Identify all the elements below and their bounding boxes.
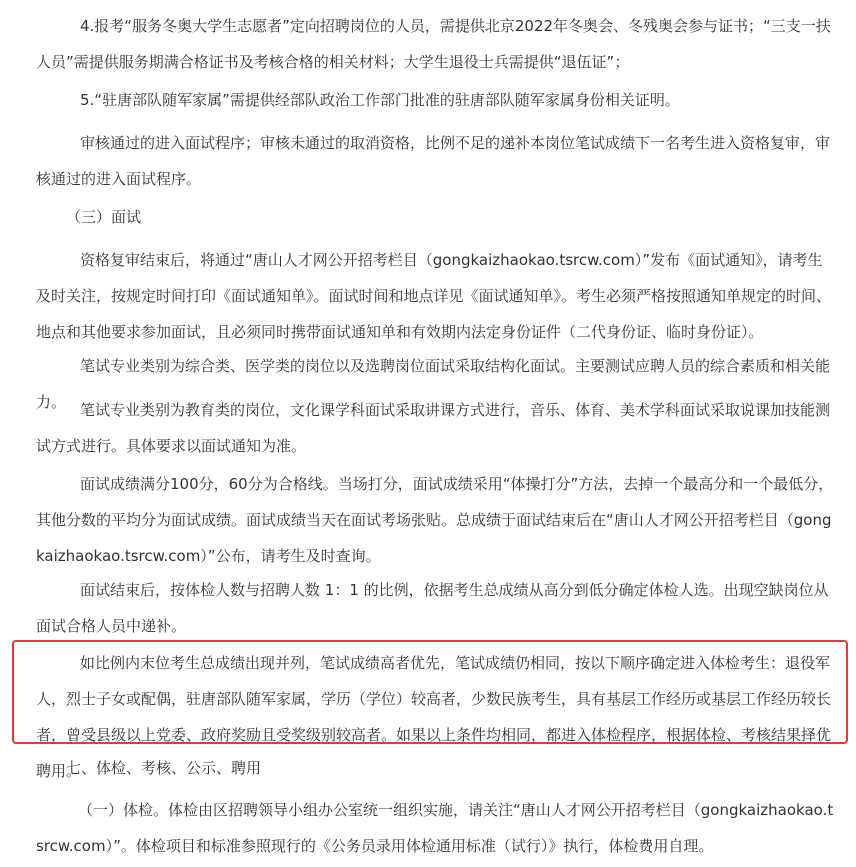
paragraph-education-interview: 笔试专业类别为教育类的岗位，文化课学科面试采取讲课方式进行，音乐、体育、美术学科面试采取说课加技能测试方式进行。具体要求以面试通知为准。 <box>36 401 831 455</box>
section-heading-physical-exam: 七、体检、考核、公示、聘用 <box>66 759 262 777</box>
paragraph-structured-interview: 笔试专业类别为综合类、医学类的岗位以及选聘岗位面试采取结构化面试。主要测试应聘人员的综合素质和相关能力。 <box>36 357 831 411</box>
section-heading-interview: （三）面试 <box>66 208 142 226</box>
paragraph-physical-exam-selection: 面试结束后，按体检人数与招聘人数 1：1 的比例，依据考生总成绩从高分到低分确定体检人选。出现空缺岗位从面试合格人员中递补。 <box>36 581 829 635</box>
paragraph-tie-break-rules: 如比例内末位考生总成绩出现并列，笔试成绩高者优先，笔试成绩仍相同，按以下顺序确定进入体检考生：退役军人，烈士子女或配偶，驻唐部队随军家属，学历（学位）较高者，少数民族考生，具有基层工作经历或基层工作经历较长者，曾受县级以上党委、政府奖励且受奖级别较高者。如果以上条件均相同，都进入体检程序，根据体检、考核结果择优聘用。 <box>36 654 832 780</box>
paragraph-interview-notice: 资格复审结束后，将通过“唐山人才网公开招考栏目（gongkaizhaokao.tsrcw.com）”发布《面试通知》，请考生及时关注，按规定时间打印《面试通知单》。面试时间和地点详见《面试通知单》。考生必须严格按照通知单规定的时间、地点和其他要求参加面试，且必须同时携带面试通知单和有效期内法定身份证件（二代身份证、临时身份证）。 <box>36 251 832 341</box>
paragraph-review-result: 审核通过的进入面试程序；审核未通过的取消资格，比例不足的递补本岗位笔试成绩下一名考生进入资格复审，审核通过的进入面试程序。 <box>36 134 831 188</box>
paragraph-interview-scoring: 面试成绩满分100分，60分为合格线。当场打分，面试成绩采用“体操打分”方法，去掉一个最高分和一个最低分，其他分数的平均分为面试成绩。面试成绩当天在面试考场张贴。总成绩于面试结束后在“唐山人才网公开招考栏目（gongkaizhaokao.tsrcw.com）”公布，请考生及时查询。 <box>36 475 834 565</box>
paragraph-military-family: 5.“驻唐部队随军家属”需提供经部队政治工作部门批准的驻唐部队随军家属身份相关证明。 <box>80 91 680 109</box>
paragraph-physical-exam: （一）体检。体检由区招聘领导小组办公室统一组织实施，请关注“唐山人才网公开招考栏目（gongkaizhaokao.tsrcw.com）”。体检项目和标准参照现行的《公务员录用体检通用标准（试行）》执行，体检费用自理。 <box>36 801 834 855</box>
paragraph-volunteer-certificates: 4.报考“服务冬奥大学生志愿者”定向招聘岗位的人员，需提供北京2022年冬奥会、冬残奥会参与证书；“三支一扶人员”需提供服务期满合格证书及考核合格的相关材料；大学生退役士兵需提供“退伍证”； <box>36 17 831 71</box>
